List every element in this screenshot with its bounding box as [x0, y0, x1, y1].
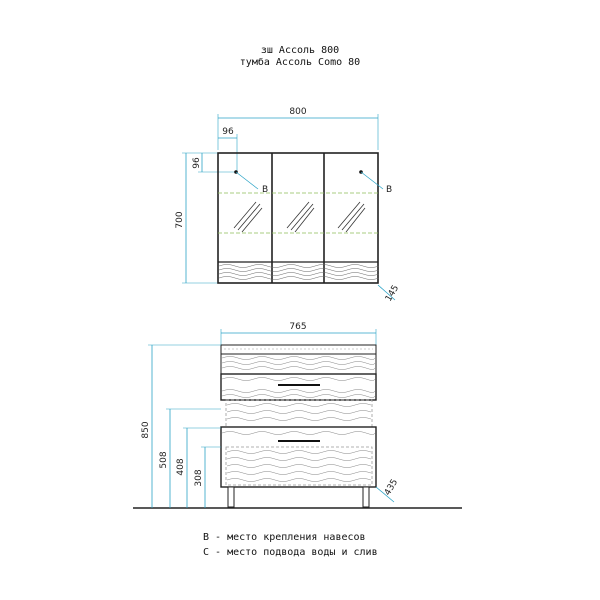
- wave-pattern: [219, 265, 379, 280]
- legend-line-2: C - место подвода воды и слив: [203, 547, 378, 558]
- dim-label-308: 308: [194, 469, 204, 487]
- dim-label-96-v: 96: [192, 157, 202, 169]
- dim-label-765: 765: [289, 322, 307, 332]
- lower-drawer: [221, 427, 376, 487]
- countertop: [221, 345, 376, 354]
- dim-label-96-h: 96: [222, 127, 234, 137]
- mirror-cabinet-view: [175, 107, 401, 304]
- leg-right: [363, 487, 369, 507]
- leader-line: [361, 172, 383, 189]
- leader-line: [236, 172, 258, 189]
- mirror-reflection: [234, 202, 365, 232]
- dim-label-408: 408: [176, 458, 186, 476]
- title-line-1: зш Ассоль 800: [260, 45, 340, 56]
- marker-left-label: B: [262, 185, 269, 195]
- dim-label-435: 435: [382, 477, 401, 498]
- front-wave-pattern: [222, 357, 375, 482]
- vanity-cabinet-view: [133, 322, 462, 508]
- title-line-2: тумба Ассоль Como 80: [239, 57, 361, 68]
- dim-label-145: 145: [383, 283, 402, 304]
- leg-left: [228, 487, 234, 507]
- dim-label-850: 850: [141, 421, 151, 439]
- dim-label-508: 508: [159, 451, 169, 469]
- marker-right-label: B: [386, 185, 393, 195]
- inner-compartment: [226, 447, 372, 485]
- dim-label-700: 700: [175, 211, 185, 229]
- dim-label-800: 800: [289, 107, 307, 117]
- legend-line-1: B - место крепления навесов: [203, 532, 366, 543]
